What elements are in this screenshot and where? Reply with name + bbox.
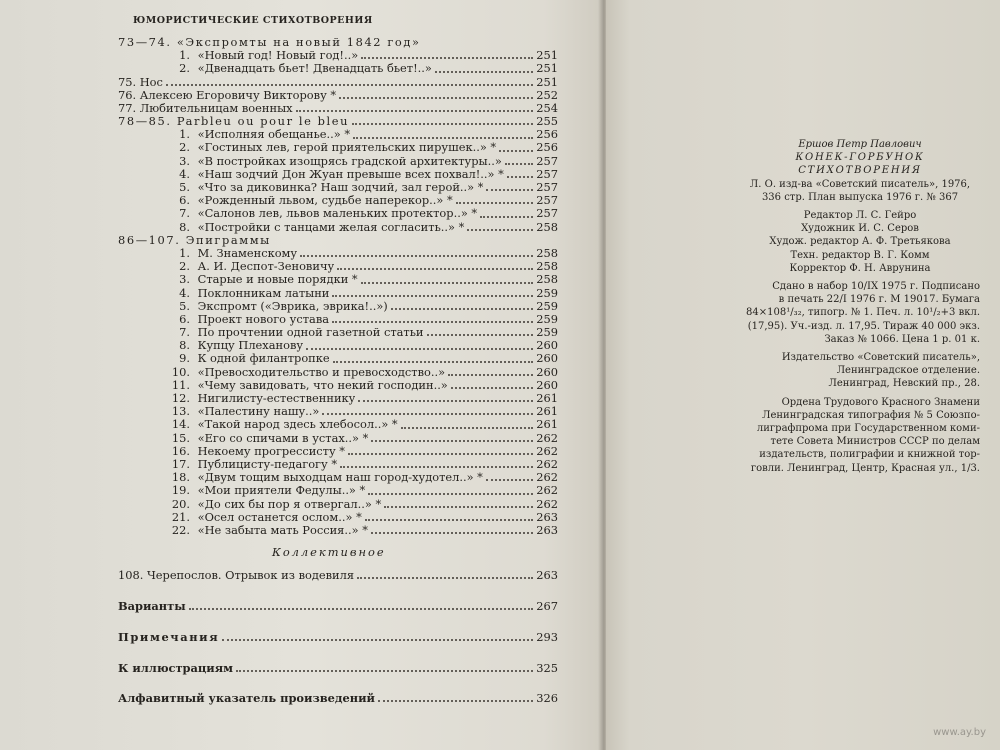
- section-heading: Коллективное: [272, 545, 386, 559]
- toc-entry-text: По прочтении одной газетной статьи: [197, 326, 424, 340]
- toc-entry-title: [118, 36, 421, 49]
- toc-entry-page: 260: [536, 338, 558, 353]
- toc-entry-number: 11.: [171, 378, 190, 392]
- toc-entry-text: «Гостиных лев, герой приятельских пирушек..» *: [197, 141, 497, 155]
- leader-dots: [480, 215, 533, 218]
- toc-entry-text: «Что за диковинка? Наш зодчий, зал герой..» *: [197, 181, 484, 195]
- publisher-line: Ленинградское отделение.: [836, 365, 980, 377]
- back-matter-title: Алфавитный указатель произведений: [118, 691, 375, 706]
- leader-dots: [322, 412, 533, 415]
- toc-entry-text: Проект нового устава: [197, 312, 330, 326]
- toc-entry-title: [170, 352, 330, 365]
- toc-entry-title: [118, 89, 336, 102]
- print-info-line: 84×108¹/₃₂, типогр. № 1. Печ. л. 10¹/₂+3 вкл.: [746, 307, 980, 319]
- toc-entry-text: А. И. Деспот-Зеновичу: [197, 260, 335, 274]
- printer-line: издательств, полиграфии и книжной тор-: [759, 449, 980, 461]
- back-matter-title: К иллюстрациям: [118, 660, 234, 675]
- toc-entry-number: 13.: [171, 405, 190, 419]
- toc-entry-title: [174, 207, 477, 220]
- toc-entry-text: Старые и новые порядки *: [197, 273, 358, 287]
- back-matter-page: 326: [536, 691, 558, 706]
- leader-dots: [365, 518, 533, 521]
- toc-entry: [118, 432, 558, 445]
- toc-entry-page: 251: [536, 48, 558, 63]
- toc-entry-page: 259: [536, 298, 558, 313]
- toc-entry: [118, 445, 558, 458]
- toc-entry-number: 17.: [171, 457, 190, 471]
- toc-entry-number: 12.: [171, 392, 190, 406]
- toc-entry-number: 5.: [179, 181, 190, 195]
- toc-entry-title: [170, 379, 448, 392]
- toc-entry: [118, 234, 558, 247]
- toc-entry-number: 73—74.: [118, 35, 172, 49]
- toc-entry: [118, 326, 558, 339]
- toc-entry-title: [118, 115, 349, 128]
- toc-entry-text: «В постройках изощрясь градской архитектуры..»: [197, 154, 502, 168]
- leader-dots: [348, 452, 533, 455]
- leader-dots: [499, 149, 533, 152]
- toc-entry-text: «Наш зодчий Дон Жуан превыше всех похвал!..» *: [197, 167, 504, 181]
- toc-entry: [118, 511, 558, 524]
- leader-dots: [361, 281, 533, 284]
- leader-dots: [333, 360, 533, 363]
- toc-entry-number: 21.: [171, 510, 190, 524]
- toc-entry-page: 261: [536, 404, 558, 419]
- toc-entry-number: 18.: [171, 471, 190, 485]
- toc-entry-title: [174, 49, 358, 62]
- toc-entry-number: 19.: [171, 484, 190, 498]
- toc-entry-text: «Чему завидовать, что некий господин..»: [197, 378, 448, 392]
- toc-entry-title: [118, 76, 163, 89]
- leader-dots: [451, 386, 533, 389]
- toc-entry-text: Нос: [139, 75, 163, 89]
- toc-entry-text: «Его со спичами в устах..» *: [197, 431, 369, 445]
- toc-entry-title: [170, 313, 329, 326]
- credit-line: Художник И. С. Серов: [801, 223, 919, 235]
- toc-entry-title: [170, 326, 424, 339]
- toc-entry-page: 251: [536, 74, 558, 89]
- toc-entry-title: [174, 155, 502, 168]
- toc-entry-number: 5.: [179, 299, 190, 313]
- toc-entry-number: 15.: [171, 431, 190, 445]
- toc-entry-text: «Двум тощим выходцам наш город-худотел..» *: [197, 471, 483, 485]
- toc-entry-page: 257: [536, 206, 558, 221]
- toc-entry-number: 1.: [179, 246, 190, 260]
- toc-entry-number: 3.: [179, 154, 190, 168]
- toc-entry: [118, 392, 558, 405]
- toc-entry: [118, 247, 558, 260]
- colophon-print-info: [740, 280, 980, 346]
- toc-entry-text: Эпиграммы: [185, 233, 271, 247]
- toc-entry-text: «Экспромты на новый 1842 год»: [176, 35, 421, 49]
- leader-dots: [467, 228, 533, 231]
- toc-entry-number: 22.: [171, 523, 190, 537]
- back-matter-title: Варианты: [118, 598, 186, 613]
- toc-entry-text: Алексею Егоровичу Викторову *: [139, 88, 337, 102]
- leader-dots: [296, 109, 533, 112]
- watermark: www.ay.by: [933, 727, 986, 738]
- toc-entry: [118, 300, 558, 313]
- toc-entry-page: 251: [536, 61, 558, 76]
- printer-line: говли. Ленинград, Центр, Красная ул., 1/3.: [750, 462, 980, 474]
- toc-entry-title: [174, 181, 483, 194]
- toc-entry-title: [170, 418, 398, 431]
- back-matter-list: [118, 569, 558, 723]
- toc-entry-page: 259: [536, 311, 558, 326]
- toc-entry-page: 261: [536, 417, 558, 432]
- toc-entry-text: К одной филантропке: [197, 352, 330, 366]
- leader-dots: [448, 373, 533, 376]
- publisher-line: Ленинград, Невский пр., 28.: [828, 378, 980, 390]
- toc-entry-page: 252: [536, 87, 558, 102]
- leader-dots: [358, 399, 533, 402]
- toc-entry-number: 77.: [118, 101, 137, 115]
- toc-entry-title: [170, 524, 368, 537]
- toc-entry-page: 263: [536, 522, 558, 537]
- toc-entry: [118, 115, 558, 128]
- leader-dots: [486, 478, 533, 481]
- toc-entry-page: 262: [536, 443, 558, 458]
- toc-entry: [118, 287, 558, 300]
- toc-entry-title: [118, 102, 293, 115]
- toc-entry-number: 8.: [179, 220, 190, 234]
- toc-entry-page: 262: [536, 456, 558, 471]
- leader-dots: [368, 492, 533, 495]
- leader-dots: [332, 294, 533, 297]
- toc-entry-title: [170, 458, 337, 471]
- toc-entry-number: 4.: [179, 167, 190, 181]
- toc-entry-page: 257: [536, 180, 558, 195]
- toc-entry-number: 9.: [179, 352, 190, 366]
- toc-entry-title: [170, 287, 329, 300]
- toc-entry-text: «Исполняя обещанье..» *: [197, 128, 351, 142]
- credit-line: Худож. редактор А. Ф. Третьякова: [769, 236, 951, 248]
- toc-entry-text: М. Знаменскому: [197, 246, 298, 260]
- toc-entry-title: [170, 273, 358, 286]
- toc-entry: [118, 181, 558, 194]
- toc-entry-text: Любительницам военных: [139, 101, 293, 115]
- colophon-subtitle: СТИХОТВОРЕНИЯ: [798, 165, 922, 177]
- toc-entry-title: [174, 168, 504, 181]
- credit-line: Редактор Л. С. Гейро: [803, 210, 917, 222]
- colophon-printer: [740, 396, 980, 475]
- toc-entry-page: 258: [536, 272, 558, 287]
- toc-entry-page: 262: [536, 430, 558, 445]
- toc-entry-text: Купцу Плеханову: [197, 339, 304, 353]
- toc-entry: [118, 102, 558, 115]
- toc-entry-number: 4.: [179, 286, 190, 300]
- toc-entry: [118, 418, 558, 431]
- imprint-line: Л. О. изд-ва «Советский писатель», 1976,: [749, 178, 971, 190]
- toc-entry-number: 16.: [171, 444, 190, 458]
- printer-line: тете Совета Министров СССР по делам: [770, 436, 980, 448]
- toc-entry: [118, 89, 558, 102]
- leader-dots: [378, 699, 533, 702]
- toc-entry-page: 256: [536, 127, 558, 142]
- toc-entry-text: «Мои приятели Федулы..» *: [197, 484, 366, 498]
- toc-entry-text: «Новый год! Новый год!..»: [197, 49, 359, 63]
- toc-entry-number: 20.: [171, 497, 190, 511]
- toc-entry-title: [174, 128, 350, 141]
- toc-entry-text: «Салонов лев, львов маленьких протектор..» *: [197, 207, 478, 221]
- toc-entry-text: «До сих бы пор я отвергал..» *: [197, 497, 382, 511]
- leader-dots: [189, 607, 533, 610]
- toc-entry-number: 10.: [171, 365, 190, 379]
- toc-entry-page: 257: [536, 166, 558, 181]
- toc-entry-text: «Рожденный львом, судьбе наперекор..» *: [197, 194, 453, 208]
- table-of-contents: [118, 36, 558, 537]
- toc-entry-number: 8.: [179, 339, 190, 353]
- toc-entry: [118, 471, 558, 484]
- toc-entry-text: Публицисту-педагогу *: [197, 457, 338, 471]
- toc-entry: [118, 221, 558, 234]
- colophon: [740, 138, 980, 475]
- back-matter-page: 293: [536, 629, 558, 644]
- leader-dots: [391, 307, 533, 310]
- toc-entry-page: 254: [536, 100, 558, 115]
- leader-dots: [357, 576, 533, 579]
- leader-dots: [371, 439, 533, 442]
- toc-entry-title: [170, 432, 368, 445]
- toc-entry: [118, 155, 558, 168]
- toc-entry-title: [170, 260, 334, 273]
- print-info-line: в печать 22/I 1976 г. М 19017. Бумага: [778, 294, 980, 306]
- toc-entry: [118, 62, 558, 75]
- toc-entry: [118, 484, 558, 497]
- leader-dots: [332, 320, 533, 323]
- toc-entry-title: [170, 392, 355, 405]
- toc-entry-title: [170, 300, 388, 313]
- toc-entry-number: 75.: [118, 75, 137, 89]
- printer-line: Ордена Трудового Красного Знамени: [781, 396, 980, 408]
- leader-dots: [340, 465, 533, 468]
- toc-entry-title: [174, 194, 453, 207]
- back-matter-title: Примечания: [118, 629, 220, 644]
- leader-dots: [339, 96, 533, 99]
- toc-entry-title: [170, 511, 362, 524]
- print-info-line: Заказ № 1066. Цена 1 р. 01 к.: [824, 333, 980, 345]
- imprint-line: 336 стр. План выпуска 1976 г. № 367: [761, 191, 959, 203]
- toc-entry-text: Некоему прогрессисту *: [197, 444, 345, 458]
- toc-entry-title: [170, 247, 297, 260]
- toc-entry-title: [170, 366, 445, 379]
- toc-entry-page: 262: [536, 483, 558, 498]
- toc-entry-title: [174, 62, 432, 75]
- toc-entry: [118, 405, 558, 418]
- toc-entry-page: 260: [536, 351, 558, 366]
- back-matter-page: 263: [536, 568, 558, 583]
- leader-dots: [371, 531, 533, 534]
- toc-entry-text: «Двенадцать бьет! Двенадцать бьет!..»: [197, 62, 432, 76]
- toc-entry-number: 7.: [179, 207, 190, 221]
- toc-entry-page: 258: [536, 245, 558, 260]
- back-matter-entry: [118, 692, 558, 705]
- leader-dots: [427, 333, 533, 336]
- toc-entry-page: 257: [536, 153, 558, 168]
- leader-dots: [353, 136, 533, 139]
- toc-entry: [118, 260, 558, 273]
- leader-dots: [361, 56, 533, 59]
- credit-line: Корректор Ф. Н. Аврунина: [789, 262, 931, 274]
- leader-dots: [507, 175, 533, 178]
- colophon-author: Ершов Петр Павлович: [798, 139, 922, 150]
- toc-entry-text: «Не забыта мать Россия..» *: [197, 523, 368, 537]
- toc-entry-title: [118, 234, 271, 247]
- back-matter-title: 108. Черепослов. Отрывок из водевиля: [118, 568, 355, 583]
- print-info-line: Сдано в набор 10/IX 1975 г. Подписано: [772, 281, 980, 293]
- back-matter-entry: [118, 600, 558, 613]
- toc-entry-page: 263: [536, 509, 558, 524]
- print-info-line: (17,95). Уч.-изд. л. 17,95. Тираж 40 000 экз.: [747, 320, 980, 332]
- toc-entry-text: Экспромт («Эврика, эврика!..»): [197, 299, 388, 313]
- running-head: ЮМОРИСТИЧЕСКИЕ СТИХОТВОРЕНИЯ: [133, 15, 373, 26]
- toc-entry-title: [170, 405, 319, 418]
- toc-entry-text: «Превосходительство и превосходство..»: [197, 365, 446, 379]
- toc-entry-page: 260: [536, 364, 558, 379]
- toc-entry-number: 1.: [179, 49, 190, 63]
- toc-entry: [118, 76, 558, 89]
- toc-entry: [118, 366, 558, 379]
- toc-entry-number: 76.: [118, 88, 137, 102]
- leader-dots: [435, 70, 533, 73]
- printer-line: лиграфпрома при Государственном коми-: [756, 423, 980, 435]
- toc-entry-page: 262: [536, 496, 558, 511]
- toc-entry-number: 1.: [179, 128, 190, 142]
- toc-entry-title: [170, 471, 483, 484]
- toc-entry-title: [170, 484, 365, 497]
- toc-entry-text: Parbleu ou pour le bleu: [176, 115, 350, 129]
- toc-entry-text: Нигилисту-естественнику: [197, 392, 356, 406]
- toc-entry-title: [174, 221, 464, 234]
- toc-entry-page: 259: [536, 285, 558, 300]
- printer-line: Ленинградская типография № 5 Союзпо-: [762, 409, 980, 421]
- toc-entry-title: [174, 141, 496, 154]
- leader-dots: [222, 638, 533, 641]
- credit-line: Техн. редактор В. Г. Комм: [790, 249, 930, 261]
- toc-entry-number: 2.: [179, 62, 190, 76]
- toc-entry-page: 255: [536, 114, 558, 129]
- leader-dots: [166, 83, 533, 86]
- back-matter-entry: [118, 661, 558, 674]
- toc-entry: [118, 524, 558, 537]
- toc-entry-page: 261: [536, 391, 558, 406]
- toc-entry: [118, 339, 558, 352]
- toc-entry-title: [170, 445, 345, 458]
- toc-entry: [118, 207, 558, 220]
- back-matter-page: 325: [536, 660, 558, 675]
- toc-entry: [118, 36, 558, 49]
- toc-entry: [118, 379, 558, 392]
- leader-dots: [456, 201, 533, 204]
- toc-entry-number: 86—107.: [118, 233, 181, 247]
- toc-entry-number: 3.: [179, 273, 190, 287]
- toc-entry-text: Поклонникам латыни: [197, 286, 330, 300]
- toc-entry-number: 7.: [179, 326, 190, 340]
- back-matter-entry: [118, 631, 558, 644]
- back-matter-page: 267: [536, 598, 558, 613]
- toc-entry-number: 2.: [179, 141, 190, 155]
- toc-entry-text: «Осел останется ослом..» *: [197, 510, 362, 524]
- toc-entry-text: «Такой народ здесь хлебосол..» *: [197, 418, 398, 432]
- leader-dots: [505, 162, 533, 165]
- leader-dots: [401, 426, 533, 429]
- toc-entry-page: 257: [536, 193, 558, 208]
- toc-entry-text: «Палестину нашу..»: [197, 405, 320, 419]
- toc-entry-text: «Постройки с танцами желая согласить..» *: [197, 220, 465, 234]
- toc-entry-title: [170, 498, 381, 511]
- leader-dots: [352, 122, 533, 125]
- back-matter-entry: [118, 569, 558, 582]
- toc-entry-page: 256: [536, 140, 558, 155]
- toc-entry: [118, 498, 558, 511]
- colophon-credits: [740, 209, 980, 275]
- leader-dots: [384, 505, 533, 508]
- leader-dots: [337, 267, 533, 270]
- colophon-title: КОНЕК-ГОРБУНОК: [795, 152, 925, 164]
- toc-entry: [118, 49, 558, 62]
- toc-entry: [118, 273, 558, 286]
- toc-entry: [118, 142, 558, 155]
- toc-entry-title: [170, 339, 303, 352]
- toc-entry-number: 2.: [179, 260, 190, 274]
- toc-entry-number: 14.: [171, 418, 190, 432]
- colophon-imprint: [740, 178, 980, 204]
- toc-entry: [118, 168, 558, 181]
- colophon-publisher: [740, 351, 980, 391]
- toc-entry: [118, 458, 558, 471]
- toc-entry-page: 258: [536, 219, 558, 234]
- toc-entry-page: 262: [536, 470, 558, 485]
- leader-dots: [236, 669, 533, 672]
- leader-dots: [306, 347, 533, 350]
- toc-entry: [118, 313, 558, 326]
- toc-entry-page: 258: [536, 259, 558, 274]
- toc-entry-number: 6.: [179, 312, 190, 326]
- leader-dots: [486, 188, 533, 191]
- toc-entry: [118, 194, 558, 207]
- toc-entry: [118, 353, 558, 366]
- toc-entry-number: 78—85.: [118, 115, 172, 129]
- toc-entry-page: 259: [536, 325, 558, 340]
- toc-entry-page: 260: [536, 377, 558, 392]
- publisher-line: Издательство «Советский писатель»,: [781, 352, 980, 364]
- leader-dots: [300, 254, 533, 257]
- toc-entry-number: 6.: [179, 194, 190, 208]
- toc-entry: [118, 128, 558, 141]
